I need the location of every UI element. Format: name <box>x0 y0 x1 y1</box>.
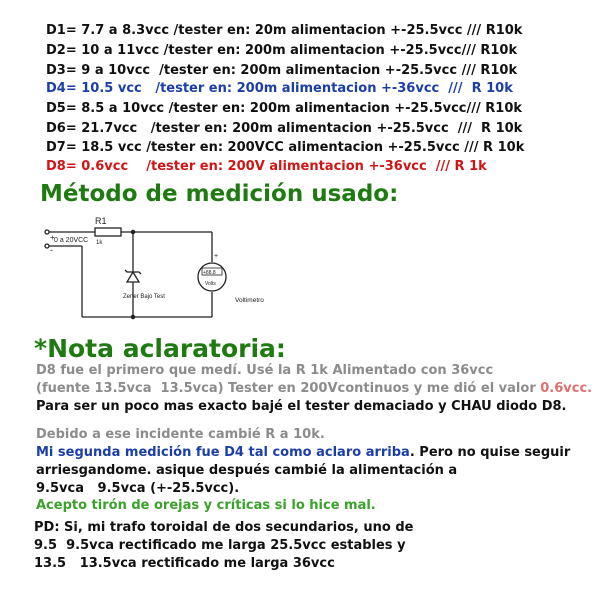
minus-sign: - <box>50 245 53 255</box>
note-heading: *Nota aclaratoria: <box>34 334 286 363</box>
diode-label: Zener Bajo Test <box>123 294 165 300</box>
meter-display: +88.8 <box>203 270 216 276</box>
r1-label: R1 <box>95 216 107 226</box>
note-line <box>36 399 566 414</box>
source-terminal-plus <box>45 230 49 234</box>
meter-unit: Volts <box>205 281 216 287</box>
svg-text:+: + <box>214 253 219 260</box>
zener-diode <box>125 270 141 282</box>
method-heading: Método de medición usado: <box>40 181 399 207</box>
note-line <box>36 427 325 442</box>
measurement-line: D6= 21.7vcc /tester en: 200m alimentacion +-25.5vcc /// R 10k <box>46 121 523 136</box>
note-line <box>34 520 413 535</box>
meter-label: Voltimetro <box>235 297 264 304</box>
plus-sign: + <box>50 233 55 242</box>
source-label: 0 a 20VCC <box>54 237 89 244</box>
measurement-line: D2= 10 a 11vcc /tester en: 200m alimentacion +-25.5vcc/// R10k <box>46 43 518 58</box>
measurement-line: D8= 0.6vcc /tester en: 200V alimentacion +-36vcc /// R 1k <box>46 159 487 174</box>
measurement-line: D1= 7.7 a 8.3vcc /tester en: 20m alimentacion +-25.5vcc /// R10k <box>46 23 523 38</box>
note-line <box>36 445 570 460</box>
note-line <box>36 381 592 396</box>
measurement-line: D3= 9 a 10vcc /tester en: 200m alimentacion +-25.5vcc /// R10k <box>46 63 518 78</box>
source-terminal-minus <box>45 244 49 248</box>
note-segment: 13.5 13.5vca rectificado me larga 36vcc <box>34 556 335 571</box>
note-segment: D8 fue el primero que medí. Usé la R 1k Alimentado con 36vcc <box>36 363 494 378</box>
note-segment: 9.5vca 9.5vca (+-25.5vcc). <box>36 481 240 496</box>
note-segment: 9.5 9.5vca rectificado me larga 25.5vcc estables y <box>34 538 406 553</box>
note-segment: Para ser un poco mas exacto bajé el tester demaciado y CHAU diodo D8. <box>36 399 567 414</box>
note-segment: Mi segunda medición fue D4 tal como aclaro arriba <box>36 445 410 460</box>
r1-value: 1k <box>96 240 103 246</box>
note-segment: . Pero no quise seguir <box>409 445 571 460</box>
note-line <box>36 363 493 378</box>
note-line <box>34 538 406 553</box>
note-segment: Debido a ese incidente cambié R a 10k. <box>36 427 325 442</box>
note-segment: PD: Si, mi trafo toroidal de dos secundarios, uno de <box>34 520 414 535</box>
note-segment: (fuente 13.5vca 13.5vca) Tester en 200Vcontinuos y me dió el valor <box>36 381 541 396</box>
note-line <box>36 481 239 496</box>
note-line <box>34 556 335 571</box>
note-segment: 0.6vcc. <box>540 381 593 396</box>
note-segment: arriesgandome. asique después cambié la alimentación a <box>36 463 458 478</box>
note-line <box>36 463 457 478</box>
measurement-line: D5= 8.5 a 10vcc /tester en: 200m alimentacion +-25.5vcc/// R10k <box>46 101 523 116</box>
note-segment: Acepto tirón de orejas y críticas si lo hice mal. <box>36 498 376 513</box>
resistor-r1 <box>95 228 121 236</box>
measurement-line: D4= 10.5 vcc /tester en: 200m alimentacion +-36vcc /// R 10k <box>46 81 513 96</box>
measurement-line: D7= 18.5 vcc /tester en: 200VCC alimentacion +-25.5vcc /// R 10k <box>46 140 525 155</box>
circuit-diagram <box>36 212 286 327</box>
note-line <box>36 498 376 513</box>
